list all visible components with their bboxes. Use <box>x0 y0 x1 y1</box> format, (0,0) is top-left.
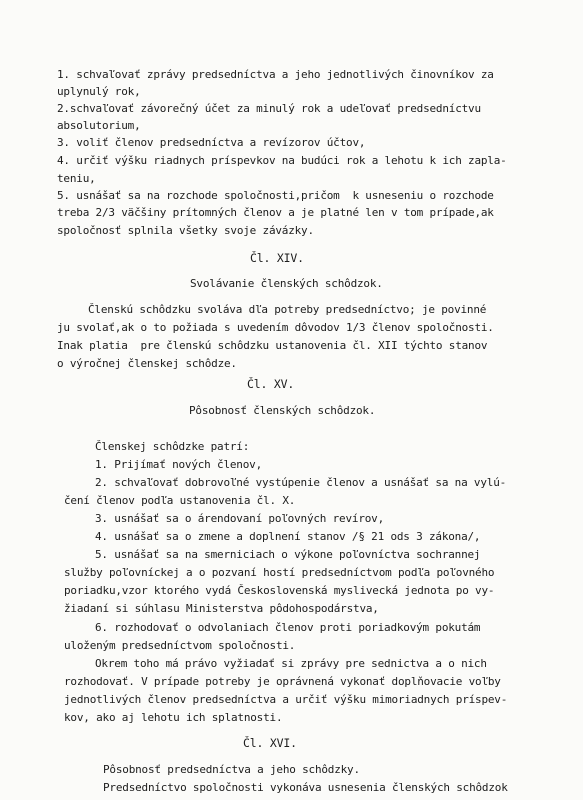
article-heading-xvi: Čl. XVI. <box>243 736 297 750</box>
article-title: Pôsobnosť členských schôdzok. <box>189 404 376 417</box>
text-line: absolutorium, <box>57 119 141 132</box>
text-line: ju svolať,ak o to požiada s uvedením dôvodov 1/3 členov spoločnosti. <box>57 321 494 334</box>
text-line: 2. schvaľovať dobrovoľné vystúpenie členov a usnášať sa na vylú- <box>95 476 507 489</box>
text-line: žiadaní si súhlasu Ministerstva pôdohospodárstva, <box>64 602 379 615</box>
text-line: Okrem toho má právo vyžiadať si zprávy pre sednictva a o nich <box>95 657 487 670</box>
text-line: treba 2/3 väčšiny prítomných členov a je platné len v tom prípade,ak <box>57 206 494 219</box>
text-line: 3. voliť členov predsedníctva a revízorov účtov, <box>57 136 366 149</box>
text-line: Predsedníctvo spoločnosti vykonáva usnesenia členských schôdzok <box>103 781 508 794</box>
article-heading-xv: Čl. XV. <box>247 377 295 391</box>
text-line: poriadku,vzor ktorého vydá Československá myslivecká jednota po vy- <box>64 584 495 597</box>
text-line: 6. rozhodovať o odvolaniach členov proti poriadkovým pokutám <box>95 621 481 634</box>
text-line: 4. usnášať sa o zmene a doplnení stanov /§ 21 ods 3 zákona/, <box>95 530 481 543</box>
text-line: 1. Prijímať nových členov, <box>95 458 262 471</box>
text-line: uplynulý rok, <box>57 85 141 98</box>
text-line: jednotlivých členov predsedníctva a určiť výšku mimoriadnych príspev- <box>64 693 508 706</box>
article-heading-xiv: Čl. XIV. <box>250 251 304 265</box>
text-line: o výročnej členskej schôdze. <box>57 357 237 370</box>
text-line: Inak platia pre členskú schôdzku ustanovenia čl. XII týchto stanov <box>57 339 488 352</box>
text-line: 4. určiť výšku riadnych príspevkov na budúci rok a lehotu k ich zapla- <box>57 154 507 167</box>
text-line: 3. usnášať sa o árendovaní poľovných revírov, <box>95 512 385 525</box>
text-line: 5. usnášať sa na rozchode spoločnosti,pričom k usneseniu o rozchode <box>57 189 494 202</box>
text-line: kov, ako aj lehotu ich splatnosti. <box>64 711 283 724</box>
text-line: rozhodovať. V prípade potreby je oprávnená vykonať doplňovacie voľby <box>64 675 501 688</box>
article-title: Pôsobnosť predsedníctva a jeho schôdzky. <box>103 763 360 776</box>
article-title: Svolávanie členských schôdzok. <box>190 277 383 290</box>
text-line: teniu, <box>57 172 96 185</box>
text-line: 5. usnášať sa na smerniciach o výkone poľovníctva sochrannej <box>95 548 481 561</box>
text-line: služby poľovníckej a o pozvaní hostí predsedníctvom podľa poľovného <box>64 566 495 579</box>
text-line: 1. schvaľovať zprávy predsedníctva a jeho jednotlivých činovníkov za <box>57 68 494 81</box>
text-line: uloženým predsedníctvom spoločnosti. <box>64 639 296 652</box>
text-line: Členskú schôdzku svoláva dľa potreby predsedníctvo; je povinné <box>88 303 487 316</box>
text-line: spoločnosť splnila všetky svoje závázky. <box>57 224 314 237</box>
text-line: 2.schvaľovať závorečný účet za minulý rok a udeľovať predsedníctvu <box>57 102 481 115</box>
text-line: Členskej schôdzke patrí: <box>95 440 250 453</box>
text-line: čení členov podľa ustanovenia čl. X. <box>64 494 296 507</box>
